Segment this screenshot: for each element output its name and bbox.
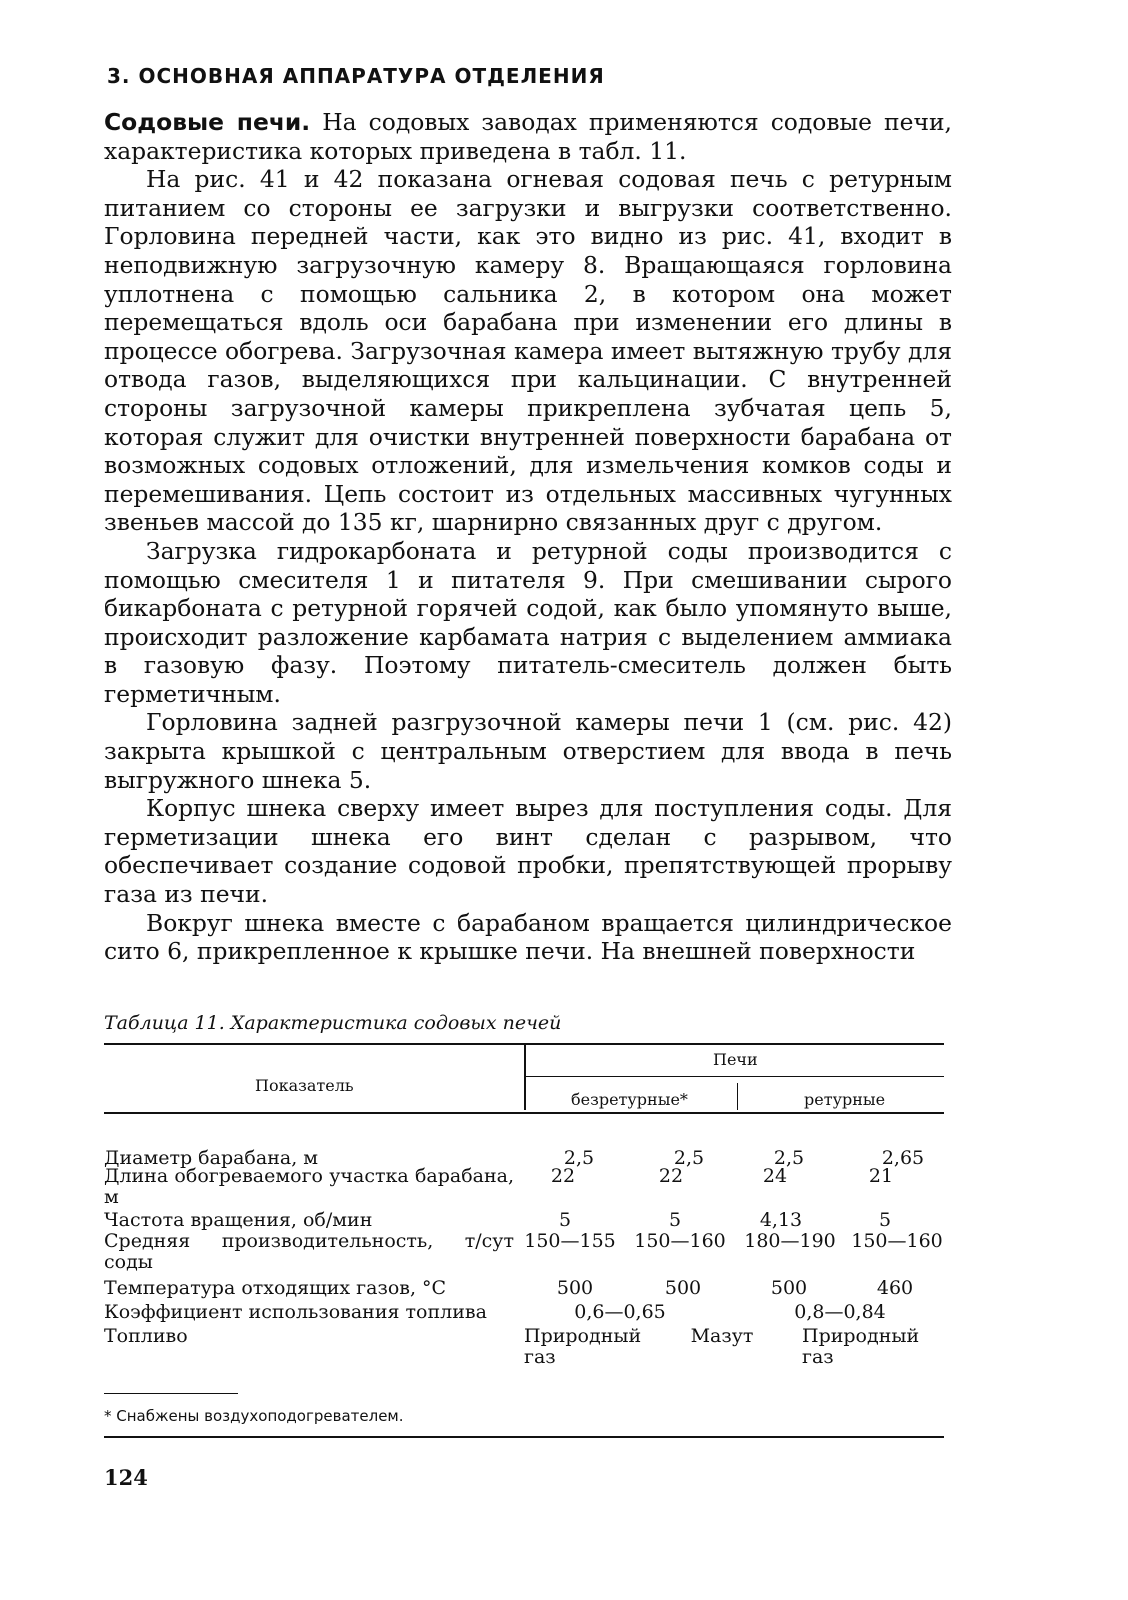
table-sub-vrule bbox=[737, 1083, 738, 1110]
cell: 500 bbox=[556, 1277, 594, 1299]
page-number: 124 bbox=[104, 1465, 148, 1490]
row-label: Длина обогреваемого участка барабана, м bbox=[104, 1165, 514, 1208]
header-group: Печи bbox=[713, 1050, 758, 1069]
cell: 5 bbox=[668, 1209, 682, 1231]
cell: Природный газ bbox=[524, 1325, 642, 1368]
paragraph bbox=[104, 108, 952, 165]
cell: 0,6—0,65 bbox=[574, 1301, 666, 1323]
cell: 5 bbox=[878, 1209, 892, 1231]
cell: 150—160 bbox=[851, 1230, 943, 1252]
cell: 500 bbox=[770, 1277, 808, 1299]
paragraph-lead: Содовые печи. bbox=[104, 108, 311, 136]
footnote-rule bbox=[104, 1393, 238, 1394]
paragraph: На рис. 41 и 42 показана огневая содовая печь с ретурным питанием со стороны ее загрузки и выгрузки соответственно. Горловина передней части, как это видно из рис. 41, входит в неподвижную загрузочную камеру 8. Вращающаяся горловина уплотнена с помощью сальника 2, в котором она может перемещаться вдоль оси барабана при изменении его длины в процессе обогрева. Загрузочная камера имеет вытяжную трубу для отвода газов, выделяющихся при кальцинации. С внутренней стороны загрузочной камеры прикреплена зубчатая цепь 5, которая служит для очистки внутренней поверхности барабана от возможных содовых отложений, для измельчения комков соды и перемешивания. Цепь состоит из отдельных массивных чугунных звеньев массой до 135 кг, шарнирно связанных друг с другом. bbox=[104, 165, 952, 537]
cell: 180—190 bbox=[744, 1230, 836, 1252]
page-bottom-rule bbox=[104, 1436, 944, 1438]
paragraph-text: На содовых заводах применяются содовые печи, характеристика которых приведена в табл. 11. bbox=[104, 108, 952, 165]
cell: 460 bbox=[876, 1277, 914, 1299]
cell: 150—155 bbox=[524, 1230, 616, 1252]
row-label: Коэффициент использования топлива bbox=[104, 1301, 487, 1323]
footnote: * Снабжены воздухоподогревателем. bbox=[104, 1407, 404, 1425]
row-label: Топливо bbox=[104, 1325, 188, 1347]
cell: 24 bbox=[762, 1165, 788, 1187]
header-sub-1: безретурные* bbox=[571, 1090, 688, 1109]
cell: 2,5 bbox=[563, 1147, 595, 1169]
section-title: 3. ОСНОВНАЯ АППАРАТУРА ОТДЕЛЕНИЯ bbox=[107, 64, 605, 88]
cell: 22 bbox=[658, 1165, 684, 1187]
table-header-vrule bbox=[524, 1044, 526, 1110]
row-label: Частота вращения, об/мин bbox=[104, 1209, 373, 1231]
table-group-rule bbox=[525, 1076, 944, 1077]
cell: 21 bbox=[868, 1165, 894, 1187]
row-label: Средняя производительность, т/сут соды bbox=[104, 1230, 514, 1273]
cell: Природный газ bbox=[802, 1325, 920, 1368]
body-text bbox=[104, 108, 952, 966]
paragraph: Корпус шнека сверху имеет вырез для поступления соды. Для герметизации шнека его винт сделан с разрывом, что обеспечивает создание содовой пробки, препятствующей прорыву газа из печи. bbox=[104, 794, 952, 909]
cell: 0,8—0,84 bbox=[794, 1301, 886, 1323]
cell: 5 bbox=[558, 1209, 572, 1231]
header-sub-2: ретурные bbox=[804, 1090, 886, 1109]
cell: 500 bbox=[664, 1277, 702, 1299]
paragraph: Загрузка гидрокарбоната и ретурной соды производится с помощью смесителя 1 и питателя 9. При смешивании сырого бикарбоната с ретурной горячей содой, как было упомянуто выше, происходит разложение карбамата натрия с выделением аммиака в газовую фазу. Поэтому питатель-смеситель должен быть герметичным. bbox=[104, 536, 952, 708]
cell: 22 bbox=[550, 1165, 576, 1187]
cell: 4,13 bbox=[759, 1209, 803, 1231]
cell: 2,65 bbox=[881, 1147, 925, 1169]
cell: 2,5 bbox=[673, 1147, 705, 1169]
row-label: Температура отходящих газов, °С bbox=[104, 1277, 447, 1299]
header-param: Показатель bbox=[255, 1076, 354, 1095]
paragraph: Горловина задней разгрузочной камеры печи 1 (см. рис. 42) закрыта крышкой с центральным отверстием для ввода в печь выгружного шнека 5. bbox=[104, 708, 952, 794]
table-header-bottom-rule bbox=[104, 1112, 944, 1114]
table-caption: Таблица 11. Характеристика содовых печей bbox=[104, 1012, 562, 1034]
cell: Мазут bbox=[690, 1325, 754, 1347]
paragraph: Вокруг шнека вместе с барабаном вращается цилиндрическое сито 6, прикрепленное к крышке печи. На внешней поверхности bbox=[104, 908, 952, 966]
cell: 150—160 bbox=[634, 1230, 726, 1252]
row-label: Диаметр барабана, м bbox=[104, 1147, 319, 1169]
cell: 2,5 bbox=[773, 1147, 805, 1169]
